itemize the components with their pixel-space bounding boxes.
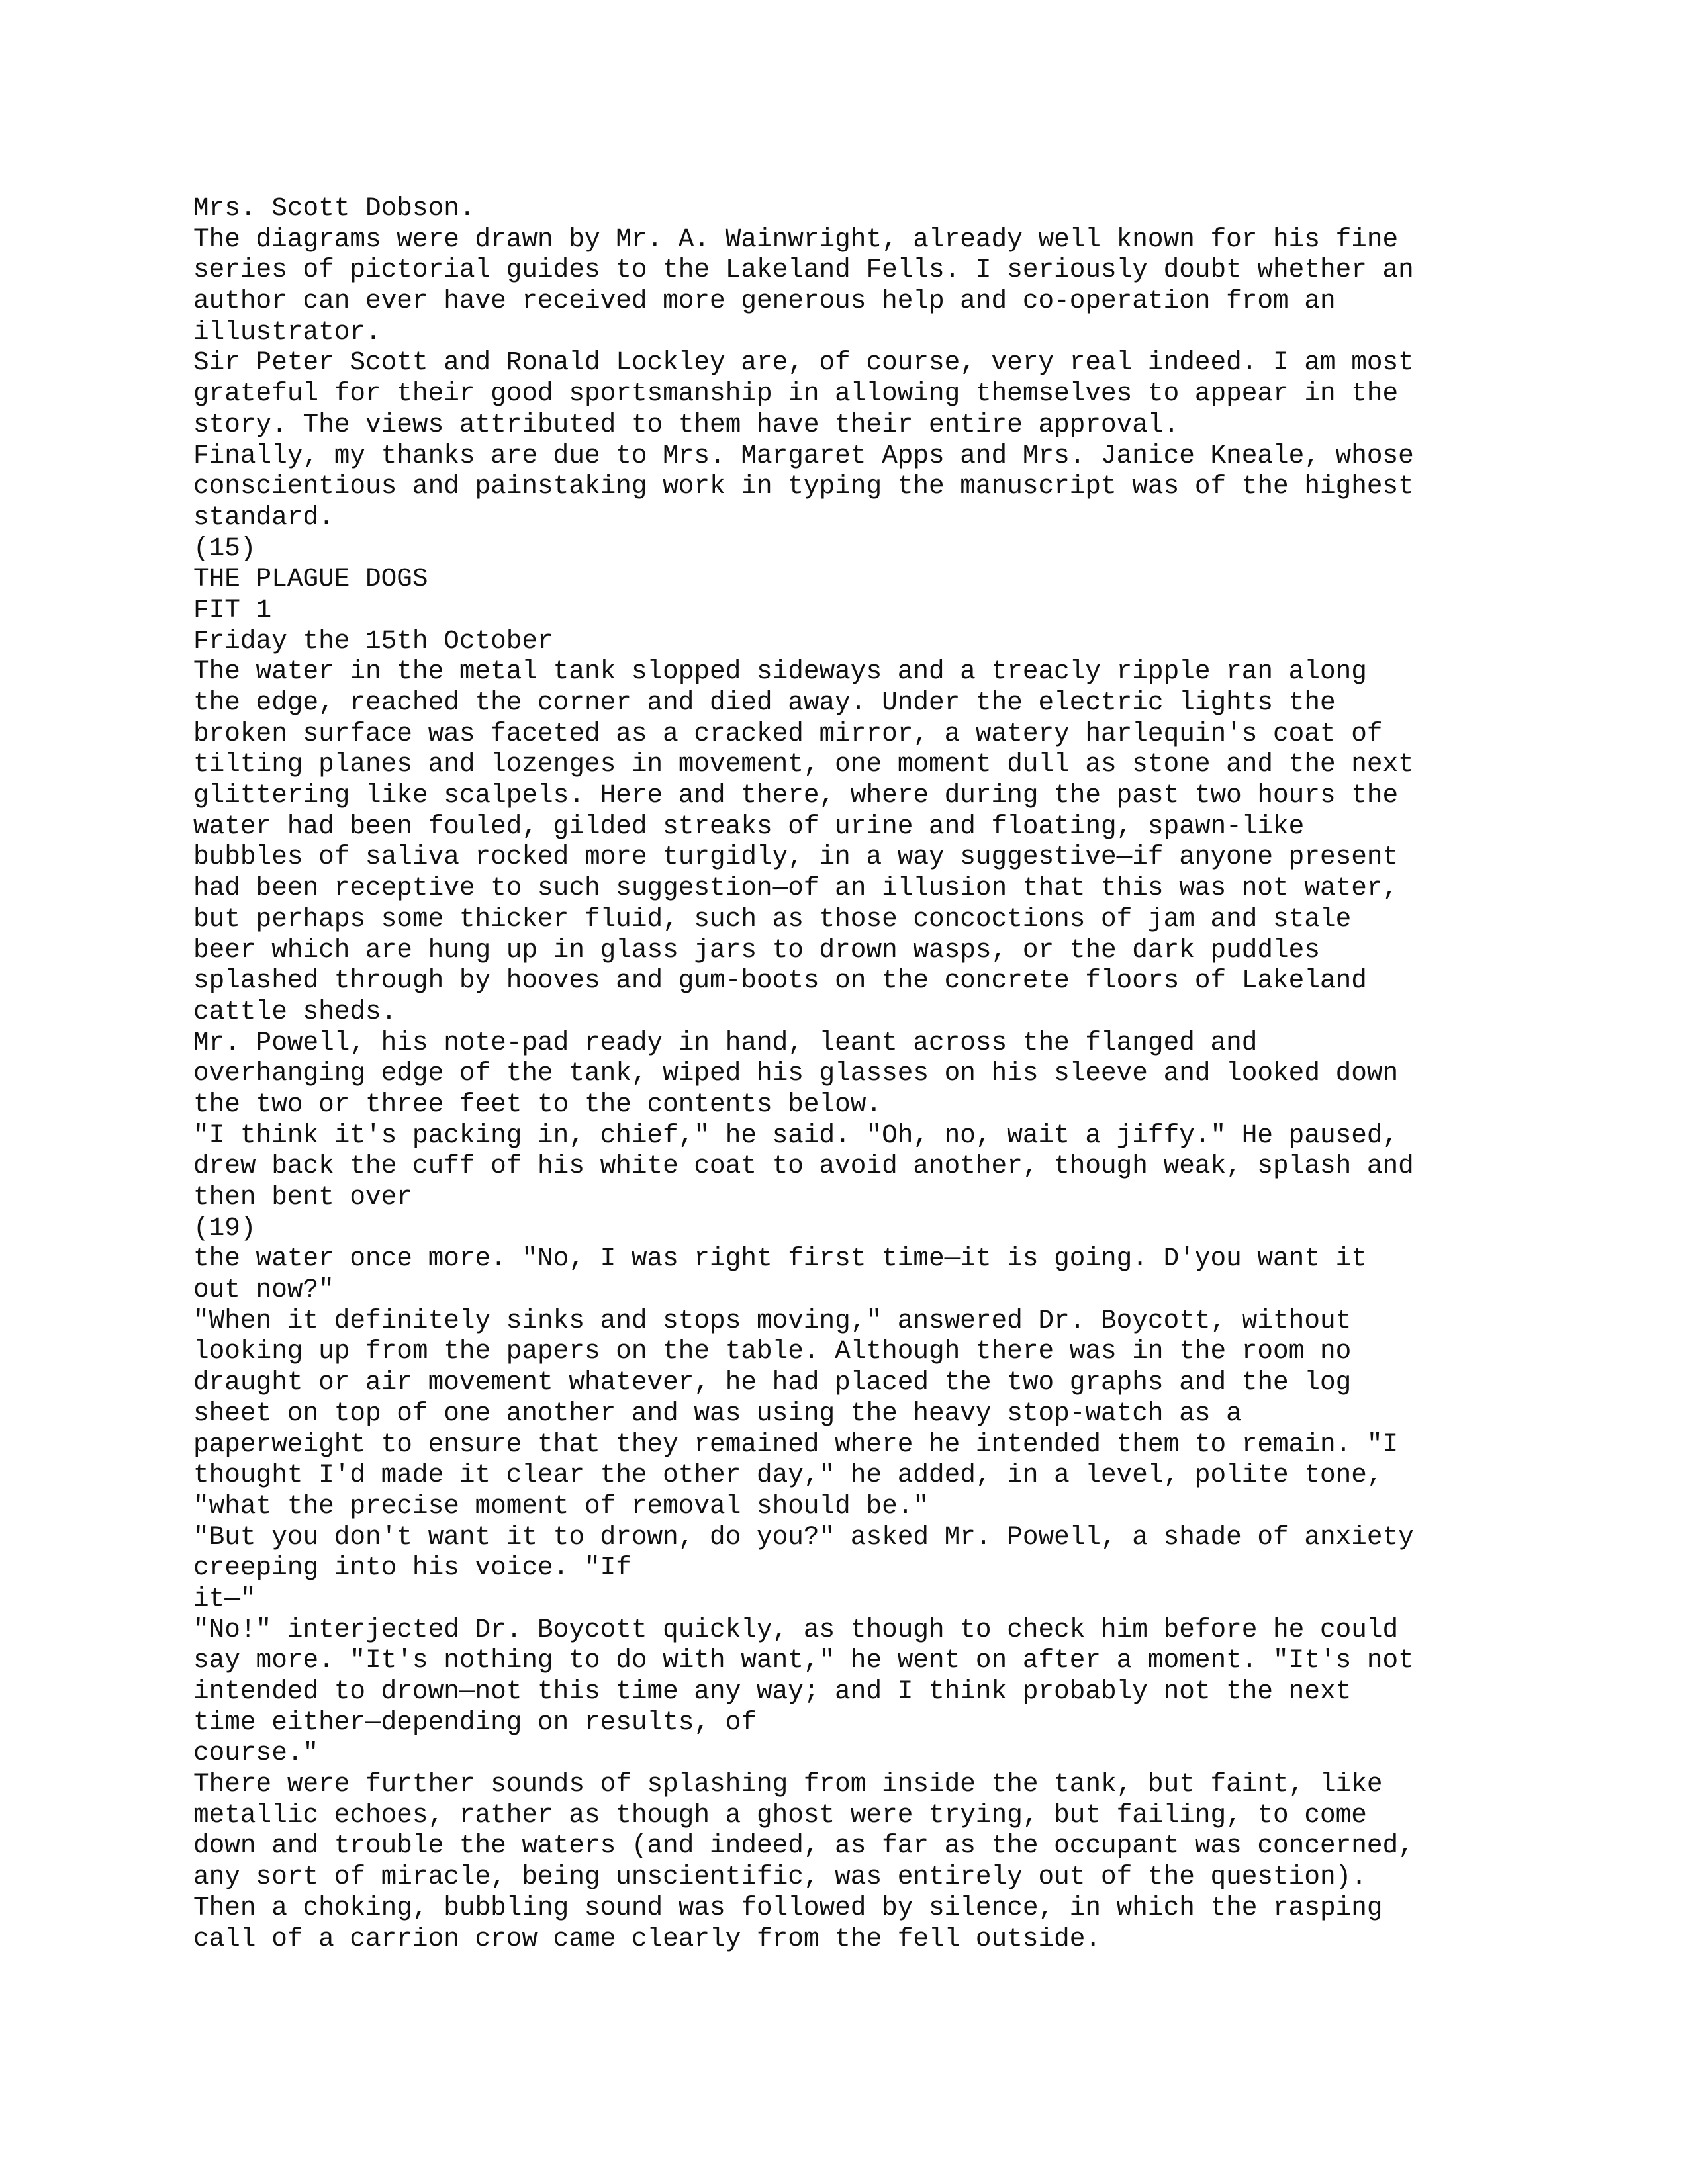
text-line: had been receptive to such suggestion—of an illusion that this was not water,	[193, 873, 1399, 903]
text-line: down and trouble the waters (and indeed, as far as the occupant was concerned,	[193, 1831, 1414, 1861]
text-line: "No!" interjected Dr. Boycott quickly, as though to check him before he could	[193, 1614, 1399, 1645]
text-line: splashed through by hooves and gum-boots on the concrete floors of Lakeland	[193, 966, 1367, 996]
text-line: overhanging edge of the tank, wiped his glasses on his sleeve and looked down	[193, 1058, 1399, 1089]
text-line: beer which are hung up in glass jars to drown wasps, or the dark puddles	[193, 934, 1320, 965]
text-line: tilting planes and lozenges in movement, one moment dull as stone and the next	[193, 749, 1414, 780]
text-line: The diagrams were drawn by Mr. A. Wainwright, already well known for his fine	[193, 224, 1399, 254]
text-line: grateful for their good sportsmanship in allowing themselves to appear in the	[193, 379, 1399, 409]
text-line: "I think it's packing in, chief," he said. "Oh, no, wait a jiffy." He paused,	[193, 1120, 1399, 1150]
text-line: Sir Peter Scott and Ronald Lockley are, of course, very real indeed. I am most	[193, 347, 1414, 378]
text-line: FIT 1	[193, 594, 272, 625]
text-line: conscientious and painstaking work in typing the manuscript was of the highest	[193, 471, 1414, 502]
text-line: it—"	[193, 1583, 256, 1614]
text-line: any sort of miracle, being unscientific, was entirely out of the question).	[193, 1862, 1367, 1892]
text-line: standard.	[193, 502, 334, 532]
text-line: (19)	[193, 1212, 256, 1243]
text-line: but perhaps some thicker fluid, such as those concoctions of jam and stale	[193, 903, 1352, 934]
text-line: bubbles of saliva rocked more turgidly, in a way suggestive—if anyone present	[193, 842, 1399, 872]
text-line: the water once more. "No, I was right first time—it is going. D'you want it	[193, 1244, 1367, 1274]
text-line: There were further sounds of splashing from inside the tank, but faint, like	[193, 1769, 1383, 1799]
text-line: say more. "It's nothing to do with want," he went on after a moment. "It's not	[193, 1645, 1414, 1676]
text-line: paperweight to ensure that they remained where he intended them to remain. "I	[193, 1429, 1399, 1459]
text-line: out now?"	[193, 1275, 334, 1305]
text-line: THE PLAGUE DOGS	[193, 564, 428, 594]
text-line: "But you don't want it to drown, do you?" asked Mr. Powell, a shade of anxiety	[193, 1522, 1414, 1552]
text-line: "what the precise moment of removal should be."	[193, 1490, 929, 1521]
text-line: author can ever have received more generous help and co-operation from an	[193, 286, 1336, 316]
text-line: story. The views attributed to them have their entire approval.	[193, 409, 1180, 439]
text-line: course."	[193, 1738, 319, 1768]
text-line: sheet on top of one another and was using the heavy stop-watch as a	[193, 1398, 1242, 1428]
text-line: glittering like scalpels. Here and there, where during the past two hours the	[193, 780, 1399, 811]
text-line: call of a carrion crow came clearly from the fell outside.	[193, 1923, 1102, 1954]
text-line: Then a choking, bubbling sound was followed by silence, in which the rasping	[193, 1892, 1383, 1923]
text-line: metallic echoes, rather as though a ghost were trying, but failing, to come	[193, 1799, 1367, 1830]
text-line: Mr. Powell, his note-pad ready in hand, leant across the flanged and	[193, 1027, 1258, 1058]
text-line: then bent over	[193, 1182, 412, 1212]
text-line: cattle sheds.	[193, 996, 397, 1026]
text-line: broken surface was faceted as a cracked mirror, a watery harlequin's coat of	[193, 718, 1383, 749]
text-line: drew back the cuff of his white coat to avoid another, though weak, splash and	[193, 1151, 1414, 1181]
text-line: creeping into his voice. "If	[193, 1553, 632, 1583]
text-line: Finally, my thanks are due to Mrs. Margaret Apps and Mrs. Janice Kneale, whose	[193, 440, 1414, 471]
text-line: draught or air movement whatever, he had placed the two graphs and the log	[193, 1367, 1352, 1398]
text-line: thought I'd made it clear the other day," he added, in a level, polite tone,	[193, 1460, 1383, 1490]
text-line: the edge, reached the corner and died away. Under the electric lights the	[193, 688, 1336, 717]
text-line: Mrs. Scott Dobson.	[193, 193, 475, 223]
text-line: illustrator.	[193, 316, 381, 347]
text-line: the two or three feet to the contents below.	[193, 1089, 882, 1119]
text-line: The water in the metal tank slopped sideways and a treacly ripple ran along	[193, 657, 1367, 687]
text-line: intended to drown—not this time any way; and I think probably not the next	[193, 1676, 1352, 1706]
text-line: looking up from the papers on the table. Although there was in the room no	[193, 1336, 1352, 1367]
text-line: time either—depending on results, of	[193, 1707, 757, 1737]
text-line: Friday the 15th October	[193, 625, 553, 656]
document-text	[193, 193, 1517, 1954]
text-line: water had been fouled, gilded streaks of urine and floating, spawn-like	[193, 811, 1305, 841]
text-line: (15)	[193, 533, 256, 563]
text-line: series of pictorial guides to the Lakeland Fells. I seriously doubt whether an	[193, 255, 1414, 285]
text-line: "When it definitely sinks and stops moving," answered Dr. Boycott, without	[193, 1305, 1352, 1336]
